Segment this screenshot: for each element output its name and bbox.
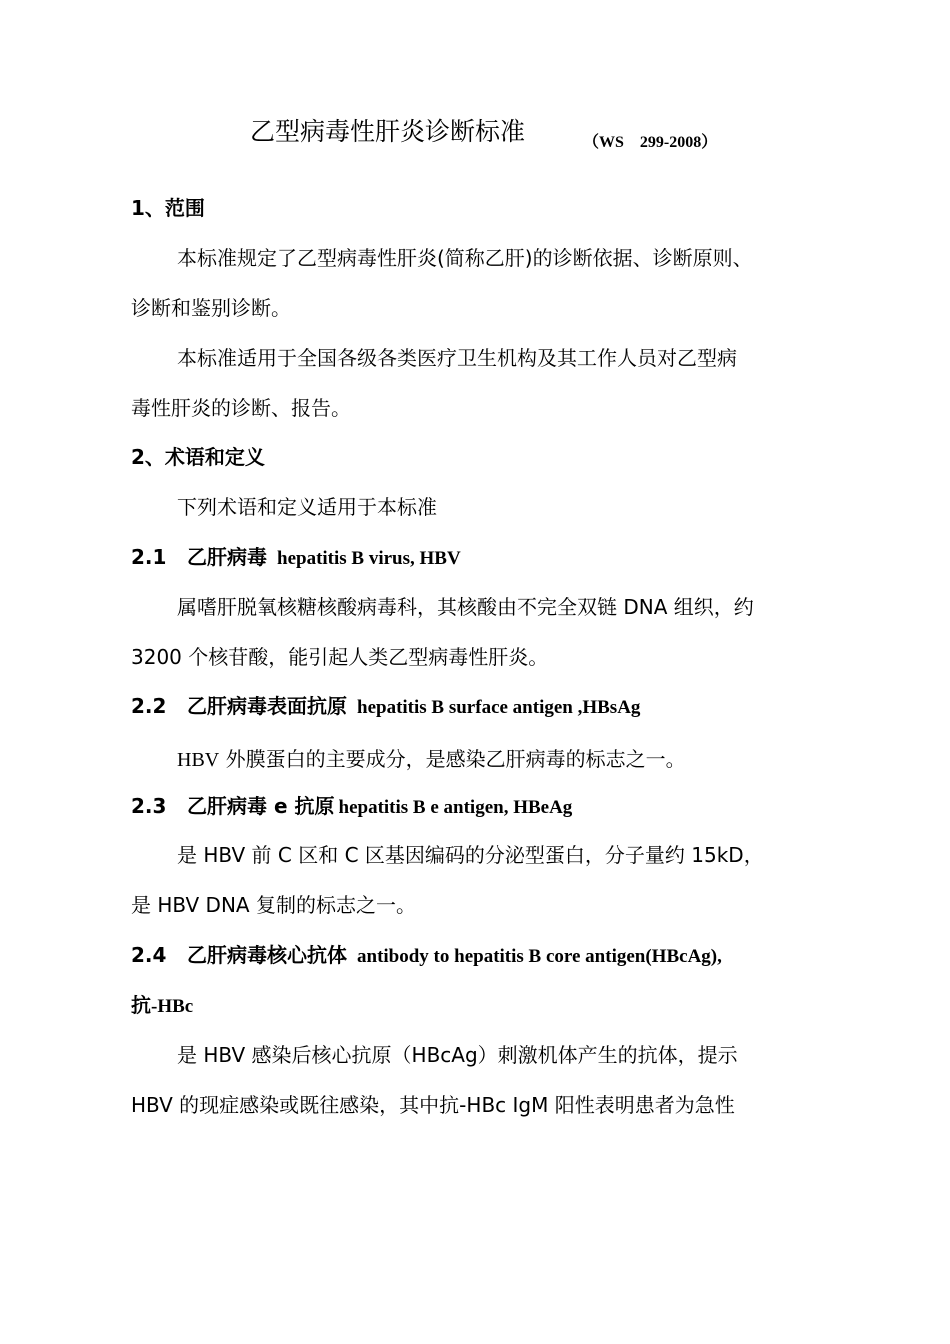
- section-2-intro: 下列术语和定义适用于本标准: [177, 495, 437, 519]
- term-2-2-line-1: [177, 745, 686, 774]
- section-1-paragraph-1-line-1: 本标准规定了乙型病毒性肝炎(简称乙肝)的诊断依据、诊断原则、: [177, 246, 753, 270]
- standard-code: （WS 299-2008）: [583, 134, 718, 151]
- term-number: 2.3: [131, 794, 167, 818]
- term-2-4-line-1: 是 HBV 感染后核心抗原（HBcAg）刺激机体产生的抗体，提示: [177, 1043, 738, 1067]
- term-2-1-heading: [131, 543, 461, 573]
- term-english-name: hepatitis B e antigen, HBeAg: [338, 797, 573, 818]
- section-1-paragraph-2-line-1: 本标准适用于全国各级各类医疗卫生机构及其工作人员对乙型病: [177, 346, 737, 370]
- document-title: 乙型病毒性肝炎诊断标准: [250, 117, 526, 146]
- title-row: [0, 112, 950, 152]
- term-english-name: antibody to hepatitis B core antigen(HBcAg),: [357, 946, 722, 967]
- term-chinese-name: 乙肝病毒表面抗原: [187, 694, 347, 718]
- term-chinese-name: 乙肝病毒: [187, 545, 267, 569]
- term-2-2-description: 外膜蛋白的主要成分，是感染乙肝病毒的标志之一。: [219, 747, 686, 771]
- section-1-paragraph-2-line-2: 毒性肝炎的诊断、报告。: [131, 396, 351, 420]
- term-2-1-line-1: 属嗜肝脱氧核糖核酸病毒科，其核酸由不完全双链 DNA 组织，约: [177, 595, 754, 619]
- term-number: 2.2: [131, 694, 167, 718]
- section-1-heading: 1、范围: [131, 196, 205, 220]
- term-2-4-heading-continued: [131, 991, 193, 1021]
- term-chinese-name: 乙肝病毒核心抗体: [187, 943, 347, 967]
- term-chinese-prefix: 抗: [131, 993, 151, 1017]
- section-1-paragraph-1-line-2: 诊断和鉴别诊断。: [131, 296, 291, 320]
- hbv-abbreviation: HBV: [177, 749, 220, 771]
- term-2-3-line-1: 是 HBV 前 C 区和 C 区基因编码的分泌型蛋白，分子量约 15kD，: [177, 843, 764, 867]
- term-2-1-line-2: 3200 个核苷酸，能引起人类乙型病毒性肝炎。: [131, 645, 549, 669]
- term-2-3-line-2: 是 HBV DNA 复制的标志之一。: [131, 893, 416, 917]
- term-abbreviation: -HBc: [151, 996, 194, 1017]
- term-chinese-name: 乙肝病毒 e 抗原: [187, 794, 335, 818]
- section-2-heading: 2、术语和定义: [131, 445, 265, 469]
- term-english-name: hepatitis B surface antigen ,HBsAg: [357, 697, 641, 718]
- term-2-2-heading: [131, 692, 640, 722]
- term-2-4-heading: [131, 941, 722, 971]
- term-number: 2.4: [131, 943, 167, 967]
- term-2-4-line-2: HBV 的现症感染或既往感染，其中抗-HBc IgM 阳性表明患者为急性: [131, 1093, 735, 1117]
- term-number: 2.1: [131, 545, 167, 569]
- term-english-name: hepatitis B virus, HBV: [277, 548, 461, 569]
- term-2-3-heading: [131, 792, 572, 822]
